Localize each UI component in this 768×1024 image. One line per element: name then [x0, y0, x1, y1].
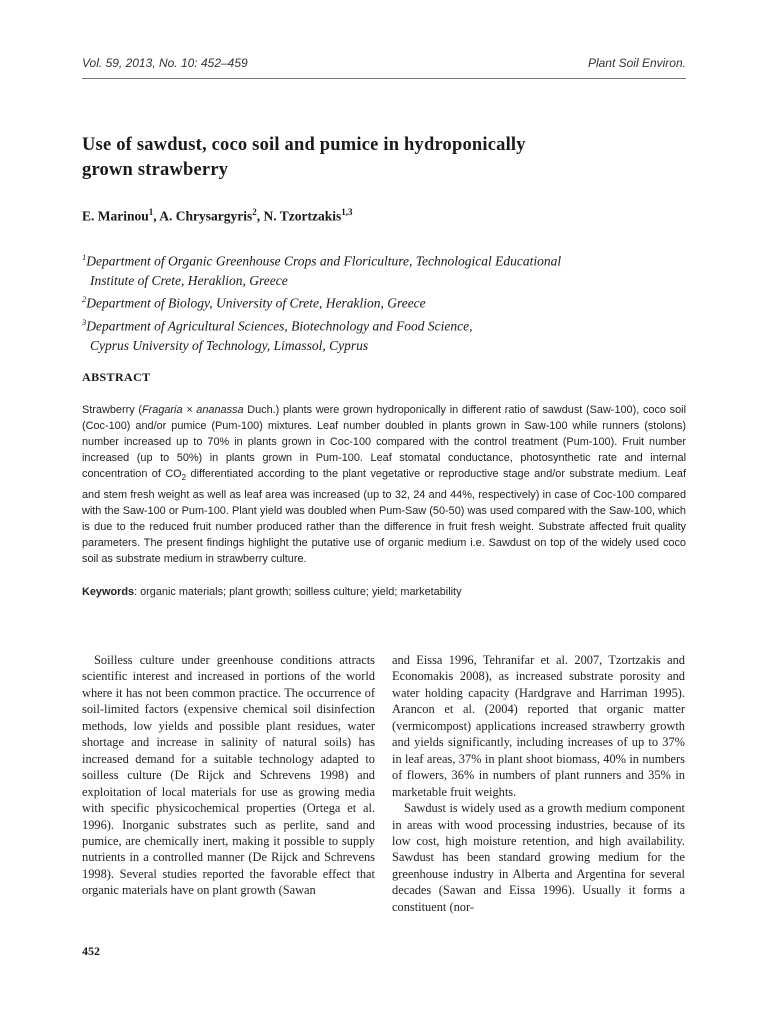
abstract-heading: ABSTRACT [82, 370, 151, 384]
abstract-part-3: differentiated according to the plant vegetative or reproductive stage and/or substrate medium. Leaf and stem fresh weight as well as leaf area was increased (up to 32, 24 and 44%, respectively) in case of Coc-100 compared with the Saw-100 or Pum-100. Plant yield was doubled when Pum-Saw (50-50) was used compared with the Saw-100, which is due to the reduced fruit number produced rather than the difference in fruit fresh weight. Substrate affected fruit quality parameters. The present findings highlight the putative use of organic medium i.e. Sawdust on top of the widely used coco soil as substrate medium in strawberry culture. [82, 468, 686, 566]
affiliation-3-cont: Cyprus University of Technology, Limassol, Cyprus [90, 337, 369, 353]
author-sep-1: , [153, 208, 160, 224]
body-column-left [82, 652, 375, 899]
keywords-label: Keywords [82, 586, 135, 598]
abstract-part-2: Duch.) plants were grown hydroponically in different ratio of sawdust (Saw-100), coco soil (Coc-100) and/or pumice (Pum-100) mixtures. Leaf number doubled in plants grown in Saw-100 while runners (stolons) number increased up to 70% in plants grown in Coc-100 compared with the control treatment (Pum-100). Fruit number increased (up to 50%) in plants grown in Pum-100. Leaf stomatal conductance, photosynthetic rate and internal concentration of CO [82, 404, 686, 481]
affiliation-3 [82, 313, 686, 336]
header-rule [82, 78, 686, 79]
citation: Vol. 59, 2013, No. 10: 452–459 [82, 56, 248, 70]
species-name: Fragaria × ananassa [141, 404, 244, 416]
affiliation-2 [82, 290, 686, 313]
author-3-affil: 1,3 [341, 207, 353, 217]
author-list [82, 207, 686, 225]
author-sep-2: , [256, 208, 264, 224]
body-column-right [392, 652, 685, 915]
author-2-affil: 2 [252, 207, 257, 217]
journal-name: Plant Soil Environ. [587, 56, 686, 70]
keywords [82, 586, 686, 598]
affiliation-1 [82, 248, 686, 271]
affiliation-1-cont: Institute of Crete, Heraklion, Greece [90, 272, 288, 288]
title-line-2: grown strawberry [82, 160, 229, 180]
body-paragraph-3: Sawdust is widely used as a growth medium component in areas with wood processing industries, because of its low cost, high moisture retention, and high availability. Sawdust has been standard growing medium for the greenhouse industry in Alberta and Argentina for several decades (Sawan and Eissa 1996). Usually it forms a constituent (nor- [392, 801, 685, 914]
affiliation-3-marker: 3 [82, 316, 87, 327]
affiliation-1-line-1: Department of Organic Greenhouse Crops and Floriculture, Technological Educational [86, 253, 562, 269]
title-line-1: Use of sawdust, coco soil and pumice in hydroponically [82, 135, 526, 155]
affiliation-1-marker: 1 [82, 252, 87, 262]
co2-subscript: 2 [181, 473, 187, 483]
author-1-affil: 1 [148, 207, 154, 217]
running-header [82, 56, 686, 70]
keywords-text: : organic materials; plant growth; soilless culture; yield; marketability [134, 586, 462, 598]
abstract-part-1: Strawberry ( [82, 404, 142, 416]
affiliation-2-marker: 2 [82, 294, 87, 305]
affiliations [82, 248, 686, 355]
page-number: 452 [82, 944, 100, 958]
author-3: N. Tzortzakis [263, 208, 342, 224]
author-1: E. Marinou [82, 208, 149, 224]
author-2: A. Chrysargyris [159, 208, 253, 224]
affiliation-3-line-1: Department of Agricultural Sciences, Biotechnology and Food Science, [86, 318, 473, 334]
affiliation-2-line-1: Department of Biology, University of Crete, Heraklion, Greece [86, 295, 426, 311]
body-paragraph-1: Soilless culture under greenhouse conditions attracts scientific interest and increased in portions of the world where it has not been common practice. The occurrence of soil-limited factors (expensive chemical soil disinfection methods, low yields and possible plant residues, water shortage and increase in salinity of natural soils) has increased demand for a suitable technology adapted to soilless culture (De Rijck and Schrevens 1998) and exploitation of local materials for use as growing media with specific physicochemical properties (Ortega et al. 1996). Inorganic substrates such as perlite, sand and pumice, are chemically inert, making it possible to supply nutrients in a controlled manner (De Rijck and Schrevens 1998). Several studies reported the favorable effect that organic materials have on plant growth (Sawan [82, 653, 375, 898]
abstract-text [82, 402, 686, 567]
body-paragraph-2: and Eissa 1996, Tehranifar et al. 2007, Tzortzakis and Economakis 2008), as increased substrate porosity and water holding capacity (Hardgrave and Harriman 1995). Arancon et al. (2004) reported that organic matter (vermicompost) applications increased strawberry growth and yields significantly, including increases of up to 37% in leaf areas, 37% in plant shoot biomass, 40% in numbers of flowers, 36% in numbers of plant runners and 35% in marketable fruit weights. [392, 653, 685, 799]
paper-title [82, 133, 686, 183]
